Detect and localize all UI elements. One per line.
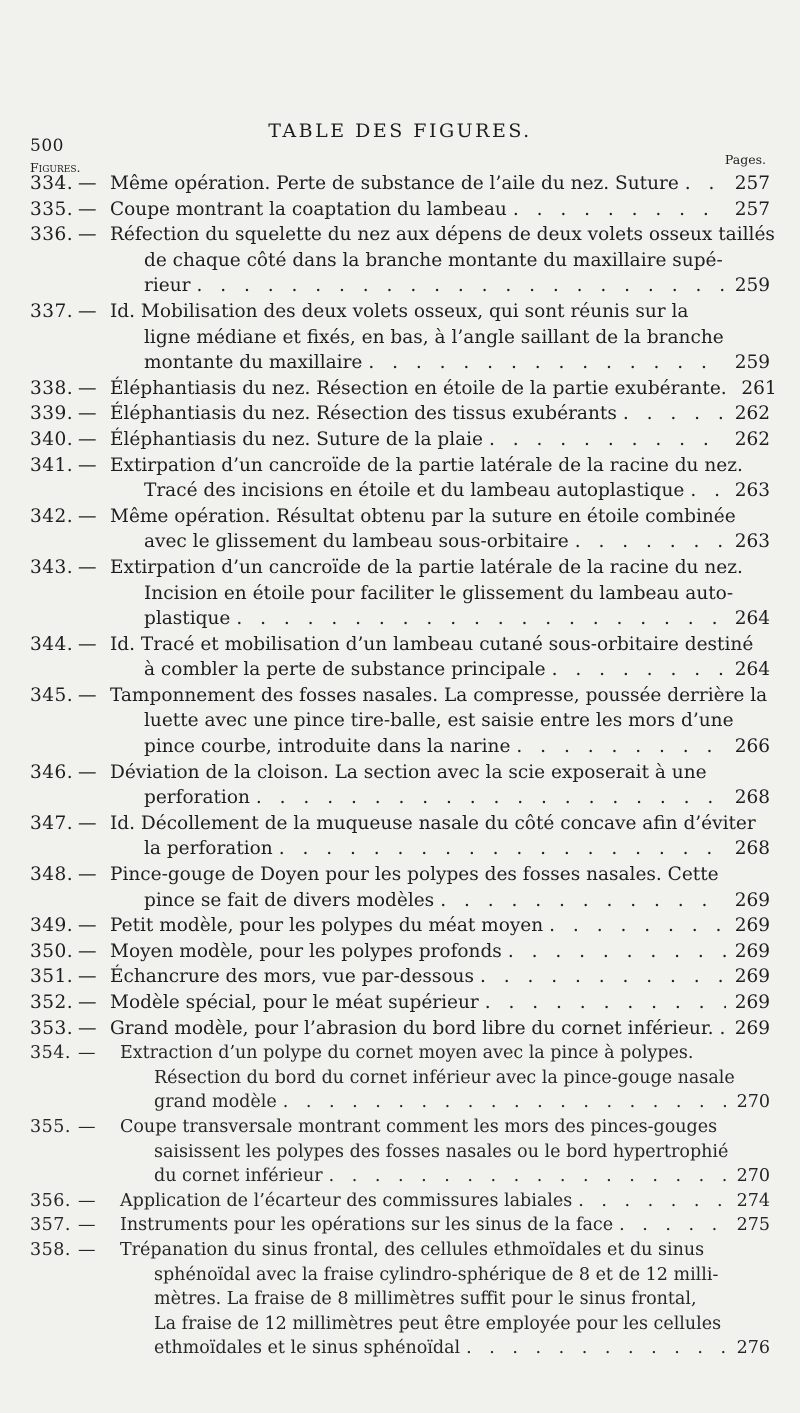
figure-entry [30, 760, 770, 811]
caption-text: avec le glissement du lambeau sous-orbitaire [144, 531, 569, 553]
em-dash-separator: — [78, 761, 97, 783]
caption-text: Trépanation du sinus frontal, des cellules ethmoïdales et du sinus [120, 1239, 705, 1260]
page-reference: 270 [736, 1166, 770, 1187]
dot-leader [196, 273, 726, 299]
em-dash-separator: — [78, 1215, 96, 1236]
page-reference: 269 [734, 966, 770, 988]
figure-caption-line [144, 785, 770, 811]
em-dash-separator: — [78, 966, 97, 988]
figure-number: 347. [30, 812, 74, 834]
figure-entry [30, 862, 770, 913]
page-reference: 263 [734, 480, 770, 502]
figure-caption-line [110, 632, 770, 658]
em-dash-separator: — [78, 633, 97, 655]
caption-text: luette avec une pince tire-balle, est saisie entre les mors d’une [144, 710, 734, 732]
figure-caption-line [154, 1140, 770, 1165]
page-reference: 269 [734, 1017, 770, 1039]
figure-entry [30, 376, 777, 402]
caption-text: à combler la perte de substance principale [144, 659, 546, 681]
figure-caption-line [110, 427, 770, 453]
dot-leader [480, 964, 726, 990]
figure-entry [30, 990, 770, 1016]
dot-leader [329, 1164, 726, 1189]
em-dash-separator: — [78, 915, 97, 937]
dot-leader [575, 529, 726, 555]
caption-text: Extraction d’un polype du cornet moyen avec la pince à polypes. [120, 1043, 694, 1064]
figure-number: 356. [30, 1190, 71, 1211]
page-reference: 257 [734, 173, 770, 194]
figure-entry [30, 222, 775, 299]
caption-text: sphénoïdal avec la fraise cylindro-sphérique de 8 et de 12 milli- [154, 1264, 719, 1285]
caption-text: La fraise de 12 millimètres peut être employée pour les cellules [154, 1313, 722, 1334]
caption-text: Id. Décollement de la muqueuse nasale du côté concave afin d’éviter [110, 812, 756, 834]
figure-number: 343. [30, 556, 74, 578]
figure-caption-line [110, 453, 770, 479]
dot-leader [685, 171, 726, 197]
em-dash-separator: — [78, 1043, 96, 1064]
figure-number: 341. [30, 454, 74, 476]
em-dash-separator: — [78, 556, 97, 578]
caption-text: Grand modèle, pour l’abrasion du bord libre du cornet inférieur. [110, 1017, 714, 1039]
figure-number: 346. [30, 761, 74, 783]
figure-entry [30, 683, 770, 760]
caption-text: Application de l’écarteur des commissures labiales [120, 1190, 573, 1211]
figure-caption-line [144, 350, 770, 376]
figure-entry [30, 504, 770, 555]
figure-entry [30, 555, 770, 632]
caption-text: Id. Mobilisation des deux volets osseux, qui sont réunis sur la [110, 300, 689, 322]
figure-number: 337. [30, 300, 74, 322]
caption-text: ethmoïdales et le sinus sphénoïdal [154, 1338, 461, 1359]
page-reference: 264 [734, 659, 770, 681]
figure-entry [30, 453, 770, 504]
em-dash-separator: — [78, 403, 97, 425]
page-reference: 259 [734, 275, 770, 297]
caption-text: Incision en étoile pour faciliter le glissement du lambeau auto- [144, 582, 734, 604]
figure-caption-line [144, 606, 770, 632]
page-reference: 276 [736, 1338, 770, 1359]
figure-number: 342. [30, 505, 74, 527]
figure-number: 340. [30, 428, 74, 450]
figure-caption-line [110, 197, 770, 223]
caption-text: Même opération. Résultat obtenu par la suture en étoile combinée [110, 505, 736, 527]
figure-caption-line [144, 657, 770, 683]
em-dash-separator: — [78, 1017, 97, 1039]
dot-leader [720, 1016, 726, 1042]
em-dash-separator: — [78, 1116, 96, 1137]
figure-entry [30, 939, 770, 965]
figure-entry [30, 299, 770, 376]
figure-number: 357. [30, 1215, 71, 1236]
figures-column-label: Figures. [30, 160, 81, 175]
figure-entry [30, 427, 770, 453]
caption-text: de chaque côté dans la branche montante du maxillaire supé- [144, 249, 723, 271]
dot-leader [368, 350, 726, 376]
figure-entry [30, 1189, 770, 1214]
figure-entry [30, 811, 770, 862]
caption-text: Éléphantiasis du nez. Résection des tissus exubérants [110, 403, 617, 425]
em-dash-separator: — [78, 684, 97, 706]
caption-text: pince se fait de divers modèles [144, 889, 435, 911]
dot-leader [236, 606, 726, 632]
figure-caption-line [120, 1189, 770, 1214]
dot-leader [485, 990, 726, 1016]
figure-number: 355. [30, 1116, 71, 1137]
dot-leader [549, 913, 726, 939]
running-title: TABLE DES FIGURES. [268, 120, 532, 142]
caption-text: Déviation de la cloison. La section avec la scie exposerait à une [110, 761, 707, 783]
em-dash-separator: — [78, 198, 97, 220]
figure-entry [30, 171, 770, 197]
figure-caption-line [110, 401, 770, 427]
page-reference: 268 [734, 838, 770, 860]
figure-caption-line [144, 325, 770, 351]
em-dash-separator: — [78, 1190, 96, 1211]
caption-text: Coupe transversale montrant comment les mors des pinces-gouges [120, 1116, 718, 1137]
figure-caption-line [144, 478, 770, 504]
page-reference: 261 [741, 377, 777, 399]
figure-caption-line [154, 1336, 770, 1361]
figure-number: 358. [30, 1239, 71, 1260]
caption-text: Éléphantiasis du nez. Suture de la plaie [110, 428, 484, 450]
caption-text: Extirpation d’un cancroïde de la partie latérale de la racine du nez. [110, 556, 743, 578]
figure-entry [30, 913, 770, 939]
page-reference: 264 [734, 608, 770, 630]
caption-text: perforation [144, 787, 250, 809]
figure-caption-line [154, 1066, 770, 1091]
em-dash-separator: — [78, 864, 97, 886]
figure-number: 349. [30, 915, 74, 937]
figure-caption-line [154, 1090, 770, 1115]
figure-caption-line [110, 811, 770, 837]
figure-caption-line [144, 581, 770, 607]
dot-leader [508, 939, 726, 965]
dot-leader [513, 197, 726, 223]
pages-column-label: Pages. [724, 152, 766, 167]
caption-text: montante du maxillaire [144, 352, 363, 374]
figure-caption-line [144, 836, 770, 862]
figure-number: 353. [30, 1017, 74, 1039]
figure-caption-line [120, 1238, 770, 1263]
figure-caption-line [110, 683, 770, 709]
page-reference: 274 [736, 1190, 770, 1211]
em-dash-separator: — [78, 224, 97, 246]
figure-number: 339. [30, 403, 74, 425]
page-reference: 257 [734, 198, 770, 220]
page-reference: 266 [734, 736, 770, 758]
figure-caption-line [144, 708, 770, 734]
caption-text: Même opération. Perte de substance de l’aile du nez. Suture [110, 173, 679, 194]
em-dash-separator: — [78, 454, 97, 476]
figure-entry [30, 1041, 770, 1115]
dot-leader [256, 785, 726, 811]
figure-entry [30, 197, 770, 223]
page-reference: 262 [734, 428, 770, 450]
figure-entry [30, 964, 770, 990]
figure-caption-line [110, 555, 770, 581]
caption-text: Petit modèle, pour les polypes du méat moyen [110, 915, 544, 937]
dot-leader [440, 888, 726, 914]
page-reference: 269 [734, 940, 770, 962]
caption-text: Réfection du squelette du nez aux dépens de deux volets osseux taillés [110, 224, 775, 246]
dot-leader [489, 427, 726, 453]
page-number: 500 [30, 136, 64, 156]
figure-caption-line [110, 171, 770, 197]
caption-text: Instruments pour les opérations sur les sinus de la face [120, 1215, 614, 1236]
figure-caption-line [110, 760, 770, 786]
figure-number: 338. [30, 377, 74, 399]
caption-text: pince courbe, introduite dans la narine [144, 736, 511, 758]
figure-caption-line [144, 529, 770, 555]
figure-caption-line [110, 299, 770, 325]
caption-text: mètres. La fraise de 8 millimètres suffit pour le sinus frontal, [154, 1289, 697, 1310]
page-reference: 268 [734, 787, 770, 809]
em-dash-separator: — [78, 377, 97, 399]
figure-list [30, 171, 777, 1361]
caption-text: Échancrure des mors, vue par-dessous [110, 966, 474, 988]
caption-text: la perforation [144, 838, 273, 860]
em-dash-separator: — [78, 812, 97, 834]
figure-caption-line [144, 734, 770, 760]
caption-text: Moyen modèle, pour les polypes profonds [110, 940, 502, 962]
page-reference: 275 [736, 1215, 770, 1236]
dot-leader [279, 836, 726, 862]
caption-text: saisissent les polypes des fosses nasales ou le bord hypertrophié [154, 1141, 729, 1162]
figure-number: 350. [30, 940, 74, 962]
figure-caption-line [110, 222, 775, 248]
figure-entry [30, 1115, 770, 1189]
figure-caption-line [154, 1164, 770, 1189]
figure-caption-line [154, 1263, 770, 1288]
figure-number: 352. [30, 992, 74, 1013]
figure-entry [30, 632, 770, 683]
figure-number: 348. [30, 864, 74, 886]
figure-caption-line [154, 1287, 770, 1312]
page-reference: 270 [736, 1092, 770, 1113]
caption-text: Tamponnement des fosses nasales. La compresse, poussée derrière la [110, 684, 768, 706]
caption-text: plastique [144, 608, 231, 630]
figure-caption-line [110, 990, 770, 1016]
figure-caption-line [110, 939, 770, 965]
figure-number: 354. [30, 1043, 71, 1064]
figure-entry [30, 1016, 770, 1042]
dot-leader [619, 1213, 726, 1238]
figure-caption-line [110, 862, 770, 888]
figure-number: 336. [30, 224, 74, 246]
figure-number: 334. [30, 173, 74, 194]
dot-leader [516, 734, 726, 760]
caption-text: grand modèle [154, 1092, 277, 1113]
caption-text: Extirpation d’un cancroïde de la partie latérale de la racine du nez. [110, 454, 743, 476]
figure-caption-line [110, 964, 770, 990]
figure-entry [30, 1238, 770, 1361]
em-dash-separator: — [78, 505, 97, 527]
figure-caption-line [110, 504, 770, 530]
em-dash-separator: — [78, 428, 97, 450]
caption-text: Id. Tracé et mobilisation d’un lambeau cutané sous-orbitaire destiné [110, 633, 754, 655]
page-reference: 262 [734, 403, 770, 425]
dot-leader [466, 1336, 726, 1361]
caption-text: Tracé des incisions en étoile et du lambeau autoplastique [144, 480, 685, 502]
figure-number: 344. [30, 633, 74, 655]
dot-leader [623, 401, 726, 427]
page-reference: 263 [734, 531, 770, 553]
figure-caption-line [120, 1041, 770, 1066]
dot-leader [578, 1189, 726, 1214]
figure-caption-line [144, 888, 770, 914]
figure-caption-line [120, 1115, 770, 1140]
caption-text: rieur [144, 275, 191, 297]
page-reference: 259 [734, 352, 770, 374]
caption-text: Résection du bord du cornet inférieur avec la pince-gouge nasale [154, 1067, 735, 1088]
figure-caption-line [144, 273, 770, 299]
caption-text: Coupe montrant la coaptation du lambeau [110, 198, 507, 220]
figure-caption-line [154, 1312, 770, 1337]
caption-text: Pince-gouge de Doyen pour les polypes des fosses nasales. Cette [110, 864, 719, 886]
caption-text: Modèle spécial, pour le méat supérieur [110, 992, 479, 1013]
dot-leader [283, 1090, 726, 1115]
figure-caption-line [110, 376, 777, 402]
caption-text: du cornet inférieur [154, 1166, 323, 1187]
em-dash-separator: — [78, 300, 97, 322]
page-reference: 269 [734, 915, 770, 937]
em-dash-separator: — [78, 1239, 96, 1260]
em-dash-separator: — [78, 173, 97, 194]
em-dash-separator: — [78, 992, 97, 1013]
dot-leader [690, 478, 726, 504]
page-reference: 269 [734, 889, 770, 911]
page-reference: 269 [734, 992, 770, 1013]
em-dash-separator: — [78, 940, 97, 962]
dot-leader [552, 657, 726, 683]
figure-caption-line [110, 913, 770, 939]
figure-caption-line [120, 1213, 770, 1238]
figure-number: 345. [30, 684, 74, 706]
figure-number: 335. [30, 198, 74, 220]
figure-caption-line [110, 1016, 770, 1042]
figure-number: 351. [30, 966, 74, 988]
caption-text: ligne médiane et fixés, en bas, à l’angle saillant de la branche [144, 326, 724, 348]
caption-text: Éléphantiasis du nez. Résection en étoile de la partie exubérante. [110, 377, 727, 399]
figure-entry [30, 401, 770, 427]
figure-caption-line [144, 248, 770, 274]
figure-entry [30, 1213, 770, 1238]
